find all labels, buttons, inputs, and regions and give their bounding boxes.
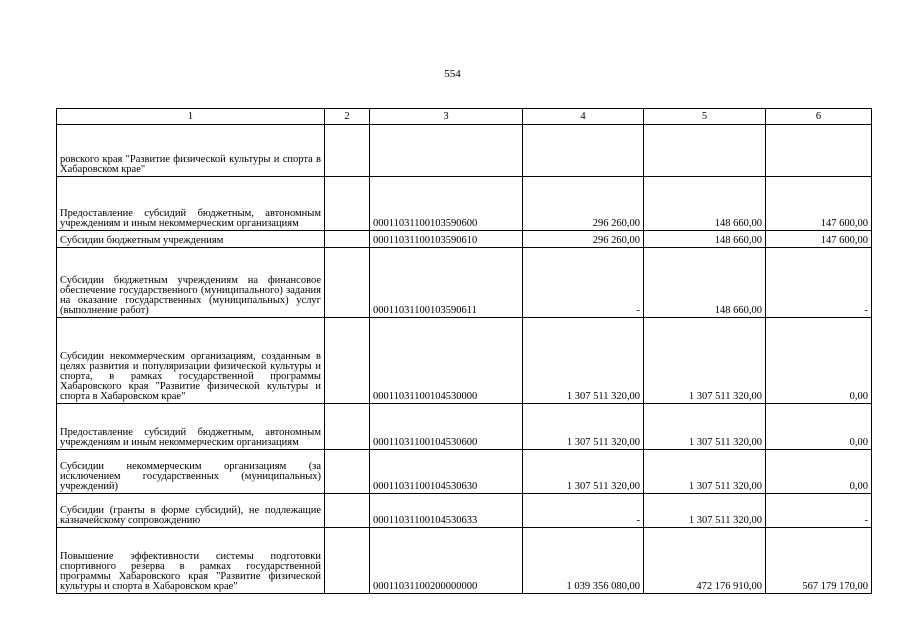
row-code-cell: 00011031100104530630 [370, 450, 523, 494]
row-value-4-cell: 1 307 511 320,00 [523, 404, 644, 450]
row-name-cell: Субсидии бюджетным учреждениям [57, 231, 325, 248]
row-name-cell: Предоставление субсидий бюджетным, автономным учреждениям и иным некоммерческим организациям [57, 404, 325, 450]
row-col2-cell [325, 450, 370, 494]
table-row [57, 450, 872, 494]
column-header: 1 [57, 109, 325, 125]
row-value-6-cell: 0,00 [766, 450, 872, 494]
row-code-cell: 00011031100104530633 [370, 494, 523, 528]
row-name-cell: Субсидии бюджетным учреждениям на финансовое обеспечение государственного (муниципального) задания на оказание государственных (муниципальных) услуг (выполнение работ) [57, 248, 325, 318]
column-header: 2 [325, 109, 370, 125]
row-code-cell: 00011031100103590600 [370, 177, 523, 231]
row-value-5-cell: 148 660,00 [644, 177, 766, 231]
table-row [57, 248, 872, 318]
row-value-4-cell: 1 307 511 320,00 [523, 450, 644, 494]
row-col2-cell [325, 248, 370, 318]
column-header: 6 [766, 109, 872, 125]
table-row [57, 231, 872, 248]
row-value-4-cell: - [523, 248, 644, 318]
row-code-cell: 00011031100200000000 [370, 528, 523, 594]
row-value-6-cell: 0,00 [766, 318, 872, 404]
row-col2-cell [325, 231, 370, 248]
row-value-6-cell: 147 600,00 [766, 177, 872, 231]
row-value-4-cell [523, 125, 644, 177]
row-value-6-cell: 147 600,00 [766, 231, 872, 248]
row-value-5-cell: 148 660,00 [644, 231, 766, 248]
row-name-cell: Субсидии (гранты в форме субсидий), не подлежащие казначейскому сопровождению [57, 494, 325, 528]
row-name-cell: ровского края "Развитие физической культуры и спорта в Хабаровском крае" [57, 125, 325, 177]
row-name-cell: Повышение эффективности системы подготовки спортивного резерва в рамках государственной программы Хабаровского края "Развитие физической культуры и спорта в Хабаровском крае" [57, 528, 325, 594]
column-header: 5 [644, 109, 766, 125]
row-code-cell [370, 125, 523, 177]
table-row [57, 125, 872, 177]
row-value-6-cell: 567 179 170,00 [766, 528, 872, 594]
row-value-5-cell: 1 307 511 320,00 [644, 494, 766, 528]
row-code-cell: 00011031100103590611 [370, 248, 523, 318]
table-row [57, 528, 872, 594]
row-col2-cell [325, 177, 370, 231]
table-header-row [57, 109, 872, 125]
table-row [57, 318, 872, 404]
row-value-5-cell [644, 125, 766, 177]
budget-table [56, 108, 872, 594]
row-value-6-cell [766, 125, 872, 177]
row-value-5-cell: 1 307 511 320,00 [644, 404, 766, 450]
table-row [57, 494, 872, 528]
row-value-5-cell: 472 176 910,00 [644, 528, 766, 594]
row-value-6-cell: - [766, 248, 872, 318]
table-row [57, 404, 872, 450]
row-name-cell: Субсидии некоммерческим организациям (за исключением государственных (муниципальных) учреждений) [57, 450, 325, 494]
row-col2-cell [325, 125, 370, 177]
row-col2-cell [325, 404, 370, 450]
row-code-cell: 00011031100103590610 [370, 231, 523, 248]
page-number: 554 [444, 68, 461, 80]
row-code-cell: 00011031100104530600 [370, 404, 523, 450]
row-value-5-cell: 1 307 511 320,00 [644, 450, 766, 494]
row-value-4-cell: 1 307 511 320,00 [523, 318, 644, 404]
row-value-4-cell: 1 039 356 080,00 [523, 528, 644, 594]
row-name-cell: Субсидии некоммерческим организациям, созданным в целях развития и популяризации физической культуры и спорта, в рамках государственной программы Хабаровского края "Развитие физической культуры и спорта в Хабаровском крае" [57, 318, 325, 404]
row-value-4-cell: 296 260,00 [523, 177, 644, 231]
table-row [57, 177, 872, 231]
column-header: 3 [370, 109, 523, 125]
row-code-cell: 00011031100104530000 [370, 318, 523, 404]
row-name-cell: Предоставление субсидий бюджетным, автономным учреждениям и иным некоммерческим организациям [57, 177, 325, 231]
row-value-6-cell: - [766, 494, 872, 528]
row-value-4-cell: 296 260,00 [523, 231, 644, 248]
row-col2-cell [325, 528, 370, 594]
row-value-4-cell: - [523, 494, 644, 528]
row-value-6-cell: 0,00 [766, 404, 872, 450]
row-value-5-cell: 148 660,00 [644, 248, 766, 318]
row-col2-cell [325, 318, 370, 404]
row-value-5-cell: 1 307 511 320,00 [644, 318, 766, 404]
column-header: 4 [523, 109, 644, 125]
row-col2-cell [325, 494, 370, 528]
